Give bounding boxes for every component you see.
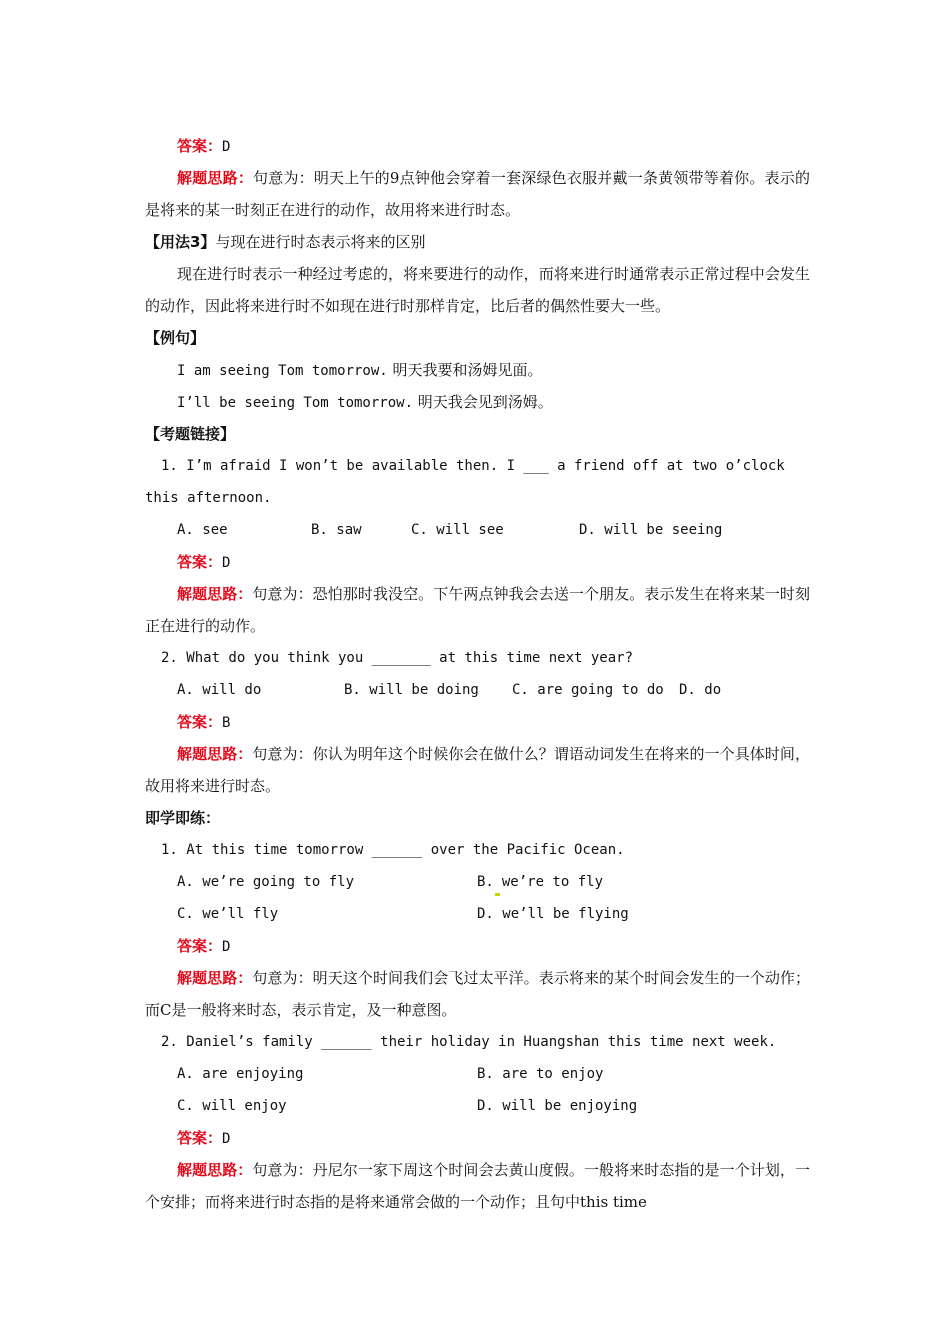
analysis-text: 句意为：你认为明年这个时候你会在做什么？谓语动词发生在将来的一个具体时间，故用将来进行时态。 xyxy=(145,745,810,795)
exam-links-heading-label: 【考题链接】 xyxy=(145,425,236,443)
option-a: A. see xyxy=(177,522,228,538)
answer-line xyxy=(145,706,810,738)
answer-label: 答案： xyxy=(177,713,223,731)
answer-line xyxy=(145,930,810,962)
example-sentence xyxy=(145,386,810,418)
example-cn: 明天我会见到汤姆。 xyxy=(417,393,553,411)
answer-label: 答案： xyxy=(177,553,223,571)
usage3-heading xyxy=(145,226,810,258)
answer-line xyxy=(145,1122,810,1154)
question-options xyxy=(145,898,810,930)
analysis-label: 解题思路： xyxy=(177,169,254,187)
exam-links-heading xyxy=(145,418,810,450)
question-stem: 2. What do you think you _______ at this time next year? xyxy=(161,650,634,666)
question-options xyxy=(145,866,810,898)
answer-value: D xyxy=(222,139,231,155)
question-stem: 1. At this time tomorrow ______ over the Pacific Ocean. xyxy=(161,842,625,858)
analysis-paragraph xyxy=(145,578,810,642)
analysis-label: 解题思路： xyxy=(177,969,253,987)
answer-line xyxy=(145,130,810,162)
example-cn: 明天我要和汤姆见面。 xyxy=(392,361,543,379)
question-stem: 1. I’m afraid I won’t be available then. I ___ a friend off at two o’clock xyxy=(161,458,785,474)
text-marker-icon xyxy=(495,893,500,896)
analysis-paragraph xyxy=(145,738,810,802)
option-c: C. will see xyxy=(411,522,504,538)
example-en: I’ll be seeing Tom tomorrow. xyxy=(177,395,414,411)
usage3-heading-label: 【用法3】 xyxy=(145,233,216,251)
option-b: B. saw xyxy=(311,522,362,538)
option-b xyxy=(477,866,603,898)
question-options xyxy=(145,1058,810,1090)
analysis-text: 句意为：丹尼尔一家下周这个时间会去黄山度假。一般将来时态指的是一个计划，一个安排；而将来进行时态指的是将来通常会做的一个动作；且句中this time xyxy=(145,1161,810,1211)
answer-value: D xyxy=(222,1131,231,1147)
option-d: D. will be seeing xyxy=(579,522,723,538)
option-b: B. are to enjoy xyxy=(477,1066,604,1082)
question-options xyxy=(145,1090,810,1122)
answer-value: B xyxy=(222,715,231,731)
option-d: D. we’ll be flying xyxy=(477,906,629,922)
analysis-label: 解题思路： xyxy=(177,585,253,603)
analysis-text: 句意为：恐怕那时我没空。下午两点钟我会去送一个朋友。表示发生在将来某一时刻正在进行的动作。 xyxy=(145,585,810,635)
usage3-title: 与现在进行时态表示将来的区别 xyxy=(215,233,426,251)
example-sentence xyxy=(145,354,810,386)
answer-value: D xyxy=(222,555,231,571)
analysis-label: 解题思路： xyxy=(177,1161,253,1179)
option-d: D. do xyxy=(679,682,722,698)
practice-heading-label: 即学即练： xyxy=(145,809,221,827)
answer-label: 答案： xyxy=(177,1129,223,1147)
answer-line xyxy=(145,546,810,578)
option-b-letter: B. xyxy=(477,874,494,890)
option-c: C. will enjoy xyxy=(177,1098,287,1114)
question-options xyxy=(145,514,810,546)
option-a: A. we’re going to fly xyxy=(177,874,355,890)
analysis-paragraph xyxy=(145,962,810,1026)
analysis-paragraph xyxy=(145,162,810,226)
option-d: D. will be enjoying xyxy=(477,1098,638,1114)
examples-heading xyxy=(145,322,810,354)
practice-heading xyxy=(145,802,810,834)
question-stem-continued: this afternoon. xyxy=(145,490,272,506)
option-c: C. we’ll fly xyxy=(177,906,279,922)
question-options xyxy=(145,674,810,706)
option-b-text: we’re to fly xyxy=(501,874,604,890)
answer-label: 答案： xyxy=(177,137,223,155)
analysis-label: 解题思路： xyxy=(177,745,253,763)
option-a: A. will do xyxy=(177,682,262,698)
analysis-text: 句意为：明天这个时间我们会飞过太平洋。表示将来的某个时间会发生的一个动作；而C是一般将来时态，表示肯定，及一种意图。 xyxy=(145,969,810,1019)
option-a: A. are enjoying xyxy=(177,1066,304,1082)
answer-label: 答案： xyxy=(177,937,223,955)
question-stem: 2. Daniel’s family ______ their holiday in Huangshan this time next week. xyxy=(161,1034,777,1050)
usage3-paragraph: 现在进行时表示一种经过考虑的，将来要进行的动作，而将来进行时通常表示正常过程中会发生的动作，因此将来进行时不如现在进行时那样肯定，比后者的偶然性要大一些。 xyxy=(145,265,810,315)
document-page xyxy=(145,130,810,1218)
examples-heading-label: 【例句】 xyxy=(145,329,206,347)
answer-value: D xyxy=(222,939,231,955)
option-c: C. are going to do xyxy=(512,682,664,698)
option-b: B. will be doing xyxy=(344,682,479,698)
example-en: I am seeing Tom tomorrow. xyxy=(177,363,388,379)
analysis-paragraph xyxy=(145,1154,810,1218)
analysis-text: 句意为：明天上午的9点钟他会穿着一套深绿色衣服并戴一条黄领带等着你。表示的是将来的某一时刻正在进行的动作，故用将来进行时态。 xyxy=(145,169,810,219)
